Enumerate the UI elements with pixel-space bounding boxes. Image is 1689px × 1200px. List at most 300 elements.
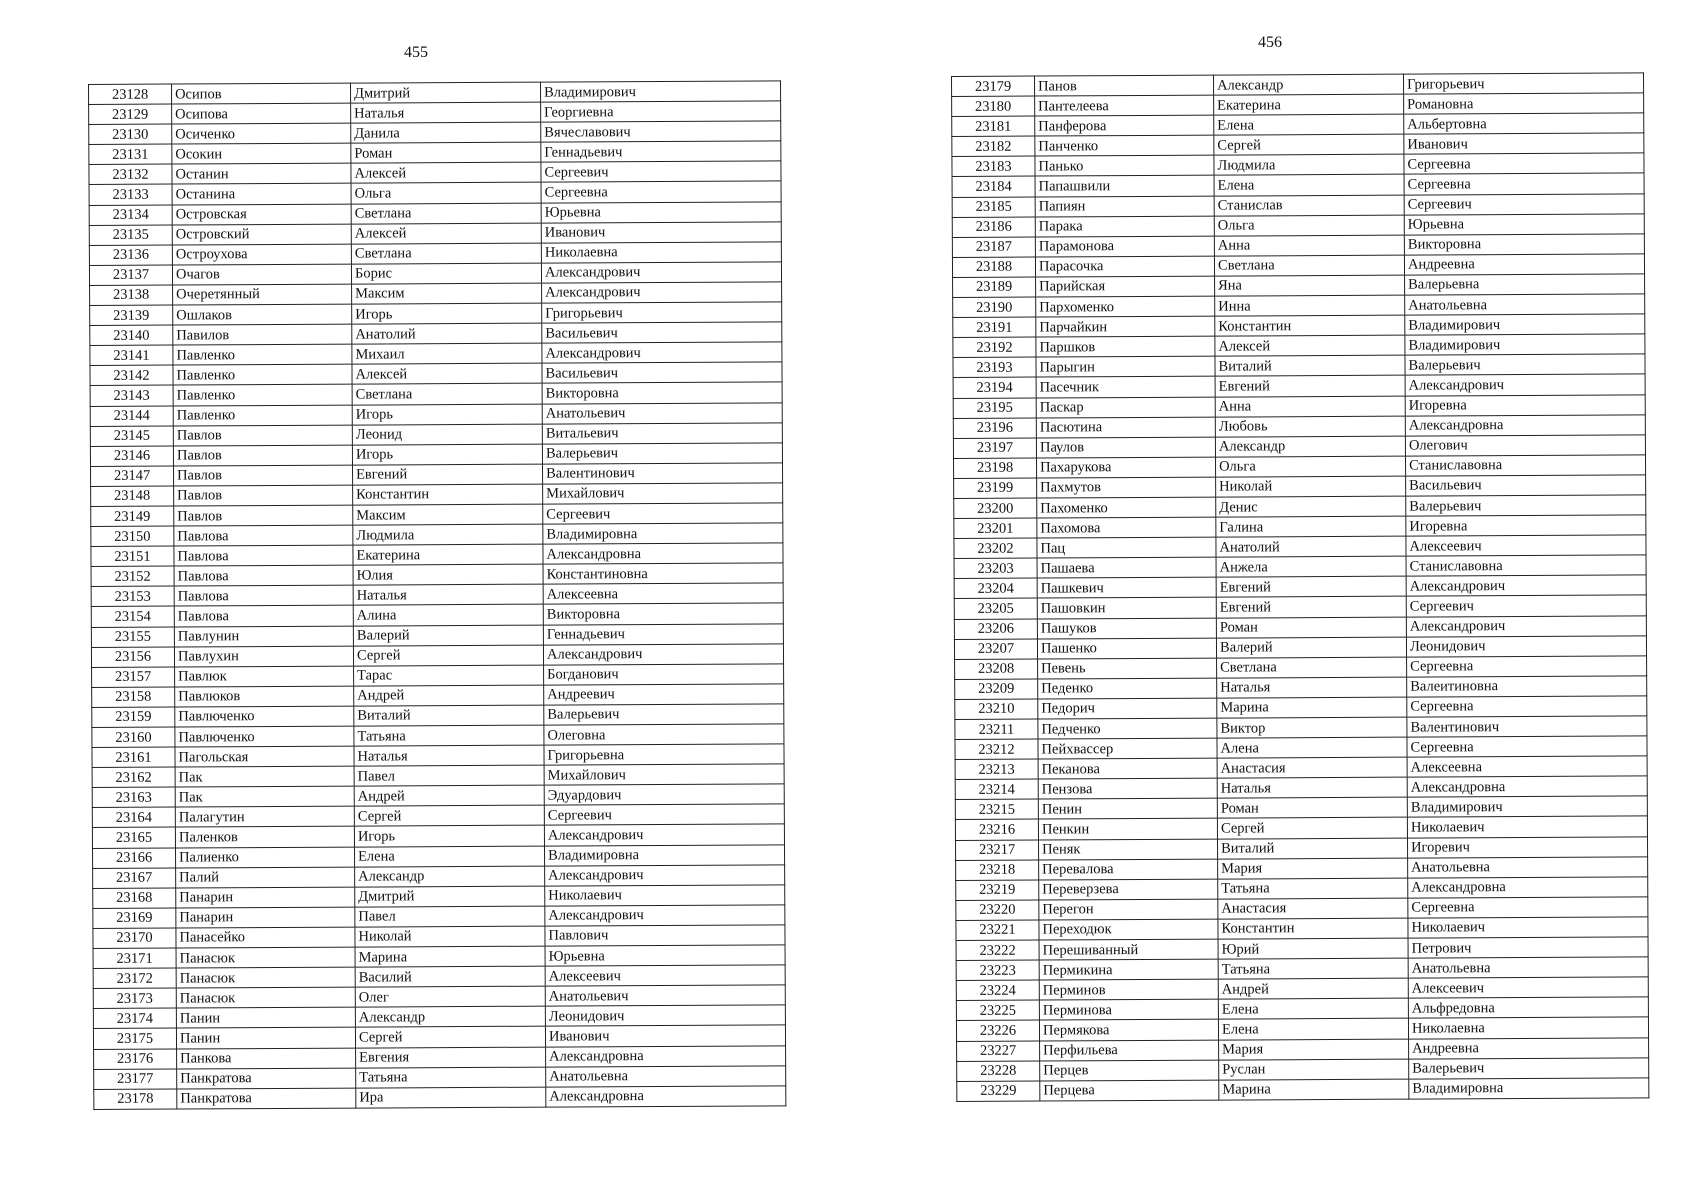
- first-name-cell: Константин: [353, 484, 543, 505]
- patronymic-cell: Валерьевич: [1405, 354, 1645, 375]
- first-name-cell: Татьяна: [1218, 878, 1408, 899]
- surname-cell: Пашуков: [1037, 618, 1216, 639]
- record-number-cell: 23149: [91, 506, 174, 527]
- patronymic-cell: Александрович: [1406, 615, 1646, 636]
- record-number-cell: 23184: [952, 177, 1035, 198]
- patronymic-cell: Александрович: [542, 282, 782, 303]
- surname-cell: Павлов: [174, 485, 353, 506]
- record-number-cell: 23201: [954, 518, 1037, 539]
- patronymic-cell: Григорьевна: [544, 744, 784, 765]
- patronymic-cell: Юрьевна: [541, 201, 781, 222]
- first-name-cell: Роман: [1217, 797, 1407, 818]
- first-name-cell: Татьяна: [1218, 958, 1408, 979]
- first-name-cell: Анастасия: [1218, 898, 1408, 919]
- first-name-cell: Ольга: [1215, 456, 1405, 477]
- surname-cell: Пензова: [1038, 778, 1217, 799]
- first-name-cell: Ира: [356, 1087, 546, 1108]
- surname-cell: Палий: [176, 867, 355, 888]
- surname-cell: Панин: [176, 1007, 355, 1028]
- record-number-cell: 23226: [956, 1020, 1039, 1041]
- surname-cell: Перфильева: [1040, 1040, 1219, 1061]
- first-name-cell: Алексей: [351, 163, 541, 184]
- first-name-cell: Яна: [1215, 275, 1405, 296]
- patronymic-cell: Андреевич: [544, 684, 784, 705]
- record-number-cell: 23143: [90, 385, 173, 406]
- surname-cell: Пасечник: [1036, 377, 1215, 398]
- record-number-cell: 23198: [954, 458, 1037, 479]
- patronymic-cell: Юрьевна: [1404, 214, 1644, 235]
- patronymic-cell: Валерьевич: [544, 704, 784, 725]
- first-name-cell: Светлана: [351, 203, 541, 224]
- record-number-cell: 23139: [90, 305, 173, 326]
- record-number-cell: 23196: [953, 418, 1036, 439]
- first-name-cell: Дмитрий: [350, 82, 540, 103]
- record-number-cell: 23157: [92, 667, 175, 688]
- surname-cell: Пашовкин: [1037, 598, 1216, 619]
- patronymic-cell: Александрович: [544, 824, 784, 845]
- record-number-cell: 23199: [954, 478, 1037, 499]
- first-name-cell: Леонид: [352, 424, 542, 445]
- record-number-cell: 23159: [92, 707, 175, 728]
- record-number-cell: 23162: [92, 767, 175, 788]
- patronymic-cell: Александрович: [545, 865, 785, 886]
- patronymic-cell: Валерьевна: [1405, 274, 1645, 295]
- patronymic-cell: Геннадьевич: [543, 623, 783, 644]
- surname-cell: Пахмутов: [1037, 477, 1216, 498]
- page-number: 456: [1258, 34, 1282, 51]
- first-name-cell: Екатерина: [353, 544, 543, 565]
- record-number-cell: 23223: [956, 960, 1039, 981]
- patronymic-cell: Иванович: [545, 1025, 785, 1046]
- record-number-cell: 23152: [91, 566, 174, 587]
- record-number-cell: 23155: [91, 627, 174, 648]
- record-number-cell: 23158: [92, 687, 175, 708]
- patronymic-cell: Алексеевна: [1407, 756, 1647, 777]
- patronymic-cell: Петрович: [1408, 937, 1648, 958]
- surname-cell: Паулов: [1036, 437, 1215, 458]
- record-number-cell: 23136: [89, 245, 172, 266]
- first-name-cell: Константин: [1215, 315, 1405, 336]
- patronymic-cell: Сергеевич: [544, 804, 784, 825]
- record-number-cell: 23144: [90, 406, 173, 427]
- surname-cell: Палиенко: [175, 847, 354, 868]
- first-name-cell: Сергей: [355, 1027, 545, 1048]
- record-number-cell: 23216: [955, 820, 1038, 841]
- first-name-cell: Валерий: [1216, 637, 1406, 658]
- first-name-cell: Наталья: [1217, 677, 1407, 698]
- surname-cell: Ошлаков: [173, 304, 352, 325]
- first-name-cell: Людмила: [353, 524, 543, 545]
- patronymic-cell: Сергеевна: [1407, 736, 1647, 757]
- first-name-cell: Елена: [1214, 114, 1404, 135]
- record-number-cell: 23160: [92, 727, 175, 748]
- first-name-cell: Тарас: [354, 665, 544, 686]
- record-number-cell: 23188: [952, 257, 1035, 278]
- record-number-cell: 23190: [953, 297, 1036, 318]
- patronymic-cell: Александровна: [1407, 776, 1647, 797]
- record-number-cell: 23181: [952, 116, 1035, 137]
- first-name-cell: Марина: [1217, 697, 1407, 718]
- patronymic-cell: Альфредовна: [1408, 997, 1648, 1018]
- patronymic-cell: Владимировна: [543, 523, 783, 544]
- patronymic-cell: Игоревна: [1406, 515, 1646, 536]
- surname-cell: Парасочка: [1035, 256, 1214, 277]
- patronymic-cell: Константиновна: [543, 563, 783, 584]
- surname-cell: Перегон: [1039, 899, 1218, 920]
- first-name-cell: Николай: [1216, 476, 1406, 497]
- surname-cell: Павлов: [174, 505, 353, 526]
- patronymic-cell: Альбертовна: [1404, 113, 1644, 134]
- patronymic-cell: Игоревна: [1405, 394, 1645, 415]
- record-number-cell: 23175: [93, 1028, 176, 1049]
- surname-cell: Панкратова: [177, 1088, 356, 1109]
- surname-cell: Панасейко: [176, 927, 355, 948]
- first-name-cell: Елена: [354, 846, 544, 867]
- first-name-cell: Александр: [1215, 436, 1405, 457]
- first-name-cell: Елена: [1214, 175, 1404, 196]
- patronymic-cell: Сергеевна: [1408, 897, 1648, 918]
- patronymic-cell: Юрьевна: [545, 945, 785, 966]
- patronymic-cell: Николаевич: [1408, 917, 1648, 938]
- surname-cell: Павлюченко: [175, 726, 354, 747]
- patronymic-cell: Михайлович: [543, 483, 783, 504]
- first-name-cell: Евгений: [352, 464, 542, 485]
- patronymic-cell: Анатольевна: [546, 1065, 786, 1086]
- patronymic-cell: Александрович: [1406, 575, 1646, 596]
- first-name-cell: Станислав: [1214, 195, 1404, 216]
- record-number-cell: 23142: [90, 365, 173, 386]
- surname-cell: Пейхвассер: [1038, 738, 1217, 759]
- record-number-cell: 23170: [93, 928, 176, 949]
- first-name-cell: Анатолий: [1216, 536, 1406, 557]
- surname-cell: Пархоменко: [1036, 296, 1215, 317]
- patronymic-cell: Валерьевич: [542, 443, 782, 464]
- first-name-cell: Алина: [353, 605, 543, 626]
- first-name-cell: Валерий: [353, 625, 543, 646]
- surname-cell: Пермякова: [1039, 1020, 1218, 1041]
- surname-cell: Панасюк: [176, 967, 355, 988]
- surname-cell: Павлова: [174, 545, 353, 566]
- surname-cell: Пац: [1037, 537, 1216, 558]
- first-name-cell: Александр: [1213, 74, 1403, 95]
- first-name-cell: Сергей: [354, 805, 544, 826]
- first-name-cell: Елена: [1218, 1019, 1408, 1040]
- first-name-cell: Мария: [1218, 858, 1408, 879]
- first-name-cell: Анастасия: [1217, 757, 1407, 778]
- record-number-cell: 23167: [93, 868, 176, 889]
- first-name-cell: Павел: [355, 906, 545, 927]
- patronymic-cell: Станиславовна: [1405, 455, 1645, 476]
- first-name-cell: Евгений: [1215, 376, 1405, 397]
- surname-cell: Панченко: [1035, 135, 1214, 156]
- surname-cell: Панферова: [1035, 115, 1214, 136]
- patronymic-cell: Станиславовна: [1406, 555, 1646, 576]
- patronymic-cell: Александрович: [542, 342, 782, 363]
- first-name-cell: Игорь: [352, 404, 542, 425]
- patronymic-cell: Георгиевна: [541, 101, 781, 122]
- names-table: [88, 80, 786, 1109]
- surname-cell: Пашкевич: [1037, 577, 1216, 598]
- first-name-cell: Евгений: [1216, 597, 1406, 618]
- surname-cell: Перминова: [1039, 999, 1218, 1020]
- record-number-cell: 23225: [956, 1000, 1039, 1021]
- patronymic-cell: Анатольевич: [542, 402, 782, 423]
- surname-cell: Паршков: [1036, 336, 1215, 357]
- first-name-cell: Роман: [351, 142, 541, 163]
- first-name-cell: Юлия: [353, 564, 543, 585]
- surname-cell: Перешиванный: [1039, 939, 1218, 960]
- first-name-cell: Людмила: [1214, 155, 1404, 176]
- patronymic-cell: Анатольевич: [545, 985, 785, 1006]
- patronymic-cell: Сергеевич: [1404, 193, 1644, 214]
- patronymic-cell: Владимирович: [540, 81, 780, 102]
- patronymic-cell: Леонидович: [1406, 635, 1646, 656]
- first-name-cell: Игорь: [352, 303, 542, 324]
- first-name-cell: Игорь: [352, 444, 542, 465]
- first-name-cell: Михаил: [352, 343, 542, 364]
- record-number-cell: 23166: [93, 848, 176, 869]
- patronymic-cell: Алексеевич: [1408, 977, 1648, 998]
- first-name-cell: Игорь: [354, 826, 544, 847]
- surname-cell: Пахарукова: [1037, 457, 1216, 478]
- patronymic-cell: Олеговна: [544, 724, 784, 745]
- surname-cell: Пагольская: [175, 746, 354, 767]
- first-name-cell: Виталий: [1217, 838, 1407, 859]
- record-number-cell: 23204: [954, 578, 1037, 599]
- patronymic-cell: Сергеевна: [1404, 153, 1644, 174]
- first-name-cell: Алексей: [351, 223, 541, 244]
- patronymic-cell: Григорьевич: [542, 302, 782, 323]
- record-number-cell: 23215: [955, 799, 1038, 820]
- first-name-cell: Екатерина: [1214, 94, 1404, 115]
- surname-cell: Педченко: [1038, 718, 1217, 739]
- names-table: [951, 72, 1649, 1101]
- patronymic-cell: Валерьевич: [1409, 1057, 1649, 1078]
- surname-cell: Павлова: [174, 585, 353, 606]
- record-number-cell: 23229: [957, 1081, 1040, 1102]
- patronymic-cell: Александровна: [1408, 877, 1648, 898]
- patronymic-cell: Николаевна: [541, 242, 781, 263]
- record-number-cell: 23151: [91, 546, 174, 567]
- surname-cell: Пахомова: [1037, 517, 1216, 538]
- first-name-cell: Константин: [1218, 918, 1408, 939]
- record-number-cell: 23134: [89, 205, 172, 226]
- surname-cell: Панасюк: [176, 987, 355, 1008]
- patronymic-cell: Александровна: [543, 543, 783, 564]
- patronymic-cell: Николаевна: [1408, 1017, 1648, 1038]
- first-name-cell: Светлана: [1214, 255, 1404, 276]
- first-name-cell: Данила: [351, 122, 541, 143]
- surname-cell: Парака: [1035, 216, 1214, 237]
- surname-cell: Павлов: [173, 425, 352, 446]
- surname-cell: Паскар: [1036, 397, 1215, 418]
- record-number-cell: 23132: [89, 164, 172, 185]
- patronymic-cell: Леонидович: [545, 1005, 785, 1026]
- first-name-cell: Максим: [353, 504, 543, 525]
- record-number-cell: 23129: [89, 104, 172, 125]
- patronymic-cell: Николаевич: [1407, 816, 1647, 837]
- surname-cell: Пенин: [1038, 798, 1217, 819]
- patronymic-cell: Геннадьевич: [541, 141, 781, 162]
- record-number-cell: 23156: [91, 647, 174, 668]
- surname-cell: Перминов: [1039, 979, 1218, 1000]
- patronymic-cell: Анатольевна: [1408, 857, 1648, 878]
- patronymic-cell: Викторовна: [1404, 234, 1644, 255]
- record-number-cell: 23153: [91, 586, 174, 607]
- record-number-cell: 23145: [90, 426, 173, 447]
- surname-cell: Панасюк: [176, 947, 355, 968]
- patronymic-cell: Сергеевич: [541, 161, 781, 182]
- record-number-cell: 23222: [956, 940, 1039, 961]
- patronymic-cell: Алексеевич: [1406, 535, 1646, 556]
- surname-cell: Перцева: [1040, 1080, 1219, 1101]
- record-number-cell: 23165: [92, 828, 175, 849]
- surname-cell: Очеретянный: [173, 284, 352, 305]
- first-name-cell: Марина: [1219, 1079, 1409, 1100]
- surname-cell: Павленко: [173, 344, 352, 365]
- first-name-cell: Павел: [354, 765, 544, 786]
- first-name-cell: Дмитрий: [355, 886, 545, 907]
- record-number-cell: 23193: [953, 357, 1036, 378]
- surname-cell: Павленко: [173, 405, 352, 426]
- patronymic-cell: Богданович: [544, 664, 784, 685]
- record-number-cell: 23200: [954, 498, 1037, 519]
- surname-cell: Павлова: [174, 606, 353, 627]
- patronymic-cell: Александровна: [1405, 414, 1645, 435]
- record-number-cell: 23219: [956, 880, 1039, 901]
- first-name-cell: Николай: [355, 926, 545, 947]
- surname-cell: Папиян: [1035, 196, 1214, 217]
- surname-cell: Остроухова: [172, 244, 351, 265]
- patronymic-cell: Вячеславович: [541, 121, 781, 142]
- patronymic-cell: Васильевич: [542, 322, 782, 343]
- record-number-cell: 23205: [954, 598, 1037, 619]
- surname-cell: Палагутин: [175, 806, 354, 827]
- patronymic-cell: Андреевна: [1409, 1037, 1649, 1058]
- record-number-cell: 23210: [955, 699, 1038, 720]
- surname-cell: Парчайкин: [1036, 316, 1215, 337]
- first-name-cell: Елена: [1218, 998, 1408, 1019]
- surname-cell: Перевалова: [1039, 859, 1218, 880]
- record-number-cell: 23221: [956, 920, 1039, 941]
- record-number-cell: 23209: [955, 679, 1038, 700]
- patronymic-cell: Сергеевич: [543, 503, 783, 524]
- surname-cell: Павленко: [173, 364, 352, 385]
- patronymic-cell: Витальевич: [542, 422, 782, 443]
- record-number-cell: 23147: [91, 466, 174, 487]
- surname-cell: Пантелеева: [1035, 95, 1214, 116]
- surname-cell: Папашвили: [1035, 176, 1214, 197]
- record-number-cell: 23227: [957, 1041, 1040, 1062]
- surname-cell: Павлюк: [175, 666, 354, 687]
- record-number-cell: 23191: [953, 317, 1036, 338]
- first-name-cell: Виталий: [354, 705, 544, 726]
- surname-cell: Павлюков: [175, 686, 354, 707]
- record-number-cell: 23220: [956, 900, 1039, 921]
- patronymic-cell: Валерьевич: [1406, 495, 1646, 516]
- surname-cell: Певень: [1038, 658, 1217, 679]
- record-number-cell: 23137: [89, 265, 172, 286]
- record-number-cell: 23128: [89, 84, 172, 105]
- first-name-cell: Галина: [1216, 516, 1406, 537]
- first-name-cell: Роман: [1216, 617, 1406, 638]
- surname-cell: Педорич: [1038, 698, 1217, 719]
- surname-cell: Парамонова: [1035, 236, 1214, 257]
- record-number-cell: 23168: [93, 888, 176, 909]
- surname-cell: Павлов: [174, 465, 353, 486]
- patronymic-cell: Викторовна: [543, 603, 783, 624]
- record-number-cell: 23185: [952, 197, 1035, 218]
- first-name-cell: Светлана: [1217, 657, 1407, 678]
- record-number-cell: 23217: [956, 840, 1039, 861]
- first-name-cell: Сергей: [353, 645, 543, 666]
- surname-cell: Пеканова: [1038, 758, 1217, 779]
- first-name-cell: Андрей: [354, 685, 544, 706]
- first-name-cell: Денис: [1216, 496, 1406, 517]
- first-name-cell: Наталья: [353, 584, 543, 605]
- record-number-cell: 23130: [89, 124, 172, 145]
- patronymic-cell: Александровна: [546, 1045, 786, 1066]
- patronymic-cell: Иванович: [1404, 133, 1644, 154]
- surname-cell: Панкратова: [177, 1068, 356, 1089]
- patronymic-cell: Анатольевна: [1405, 294, 1645, 315]
- surname-cell: Переверзева: [1039, 879, 1218, 900]
- first-name-cell: Алексей: [1215, 335, 1405, 356]
- record-number-cell: 23173: [93, 988, 176, 1009]
- surname-cell: Пашаева: [1037, 557, 1216, 578]
- surname-cell: Педенко: [1038, 678, 1217, 699]
- surname-cell: Павлухин: [174, 646, 353, 667]
- patronymic-cell: Анатольевна: [1408, 957, 1648, 978]
- patronymic-cell: Владимировна: [1409, 1078, 1649, 1099]
- patronymic-cell: Сергеевна: [1404, 173, 1644, 194]
- patronymic-cell: Сергеевна: [541, 181, 781, 202]
- surname-cell: Островская: [172, 204, 351, 225]
- first-name-cell: Анатолий: [352, 323, 542, 344]
- patronymic-cell: Игоревич: [1407, 836, 1647, 857]
- record-number-cell: 23203: [954, 558, 1037, 579]
- patronymic-cell: Валеитиновна: [1407, 676, 1647, 697]
- record-number-cell: 23131: [89, 144, 172, 165]
- record-number-cell: 23148: [91, 486, 174, 507]
- first-name-cell: Наталья: [351, 102, 541, 123]
- record-number-cell: 23169: [93, 908, 176, 929]
- first-name-cell: Евгения: [356, 1047, 546, 1068]
- first-name-cell: Юрий: [1218, 938, 1408, 959]
- record-number-cell: 23138: [90, 285, 173, 306]
- record-number-cell: 23228: [957, 1061, 1040, 1082]
- first-name-cell: Марина: [355, 946, 545, 967]
- patronymic-cell: Михайлович: [544, 764, 784, 785]
- surname-cell: Пермикина: [1039, 959, 1218, 980]
- record-number-cell: 23154: [91, 606, 174, 627]
- first-name-cell: Максим: [352, 283, 542, 304]
- patronymic-cell: Алексеевич: [545, 965, 785, 986]
- record-number-cell: 23161: [92, 747, 175, 768]
- surname-cell: Павленко: [173, 385, 352, 406]
- surname-cell: Павилов: [173, 324, 352, 345]
- patronymic-cell: Васильевич: [1406, 475, 1646, 496]
- record-number-cell: 23224: [956, 980, 1039, 1001]
- patronymic-cell: Александрович: [541, 262, 781, 283]
- patronymic-cell: Владимирович: [1407, 796, 1647, 817]
- record-number-cell: 23171: [93, 948, 176, 969]
- surname-cell: Пасютина: [1036, 417, 1215, 438]
- record-number-cell: 23208: [955, 659, 1038, 680]
- first-name-cell: Татьяна: [354, 725, 544, 746]
- surname-cell: Осокин: [172, 143, 351, 164]
- record-number-cell: 23202: [954, 538, 1037, 559]
